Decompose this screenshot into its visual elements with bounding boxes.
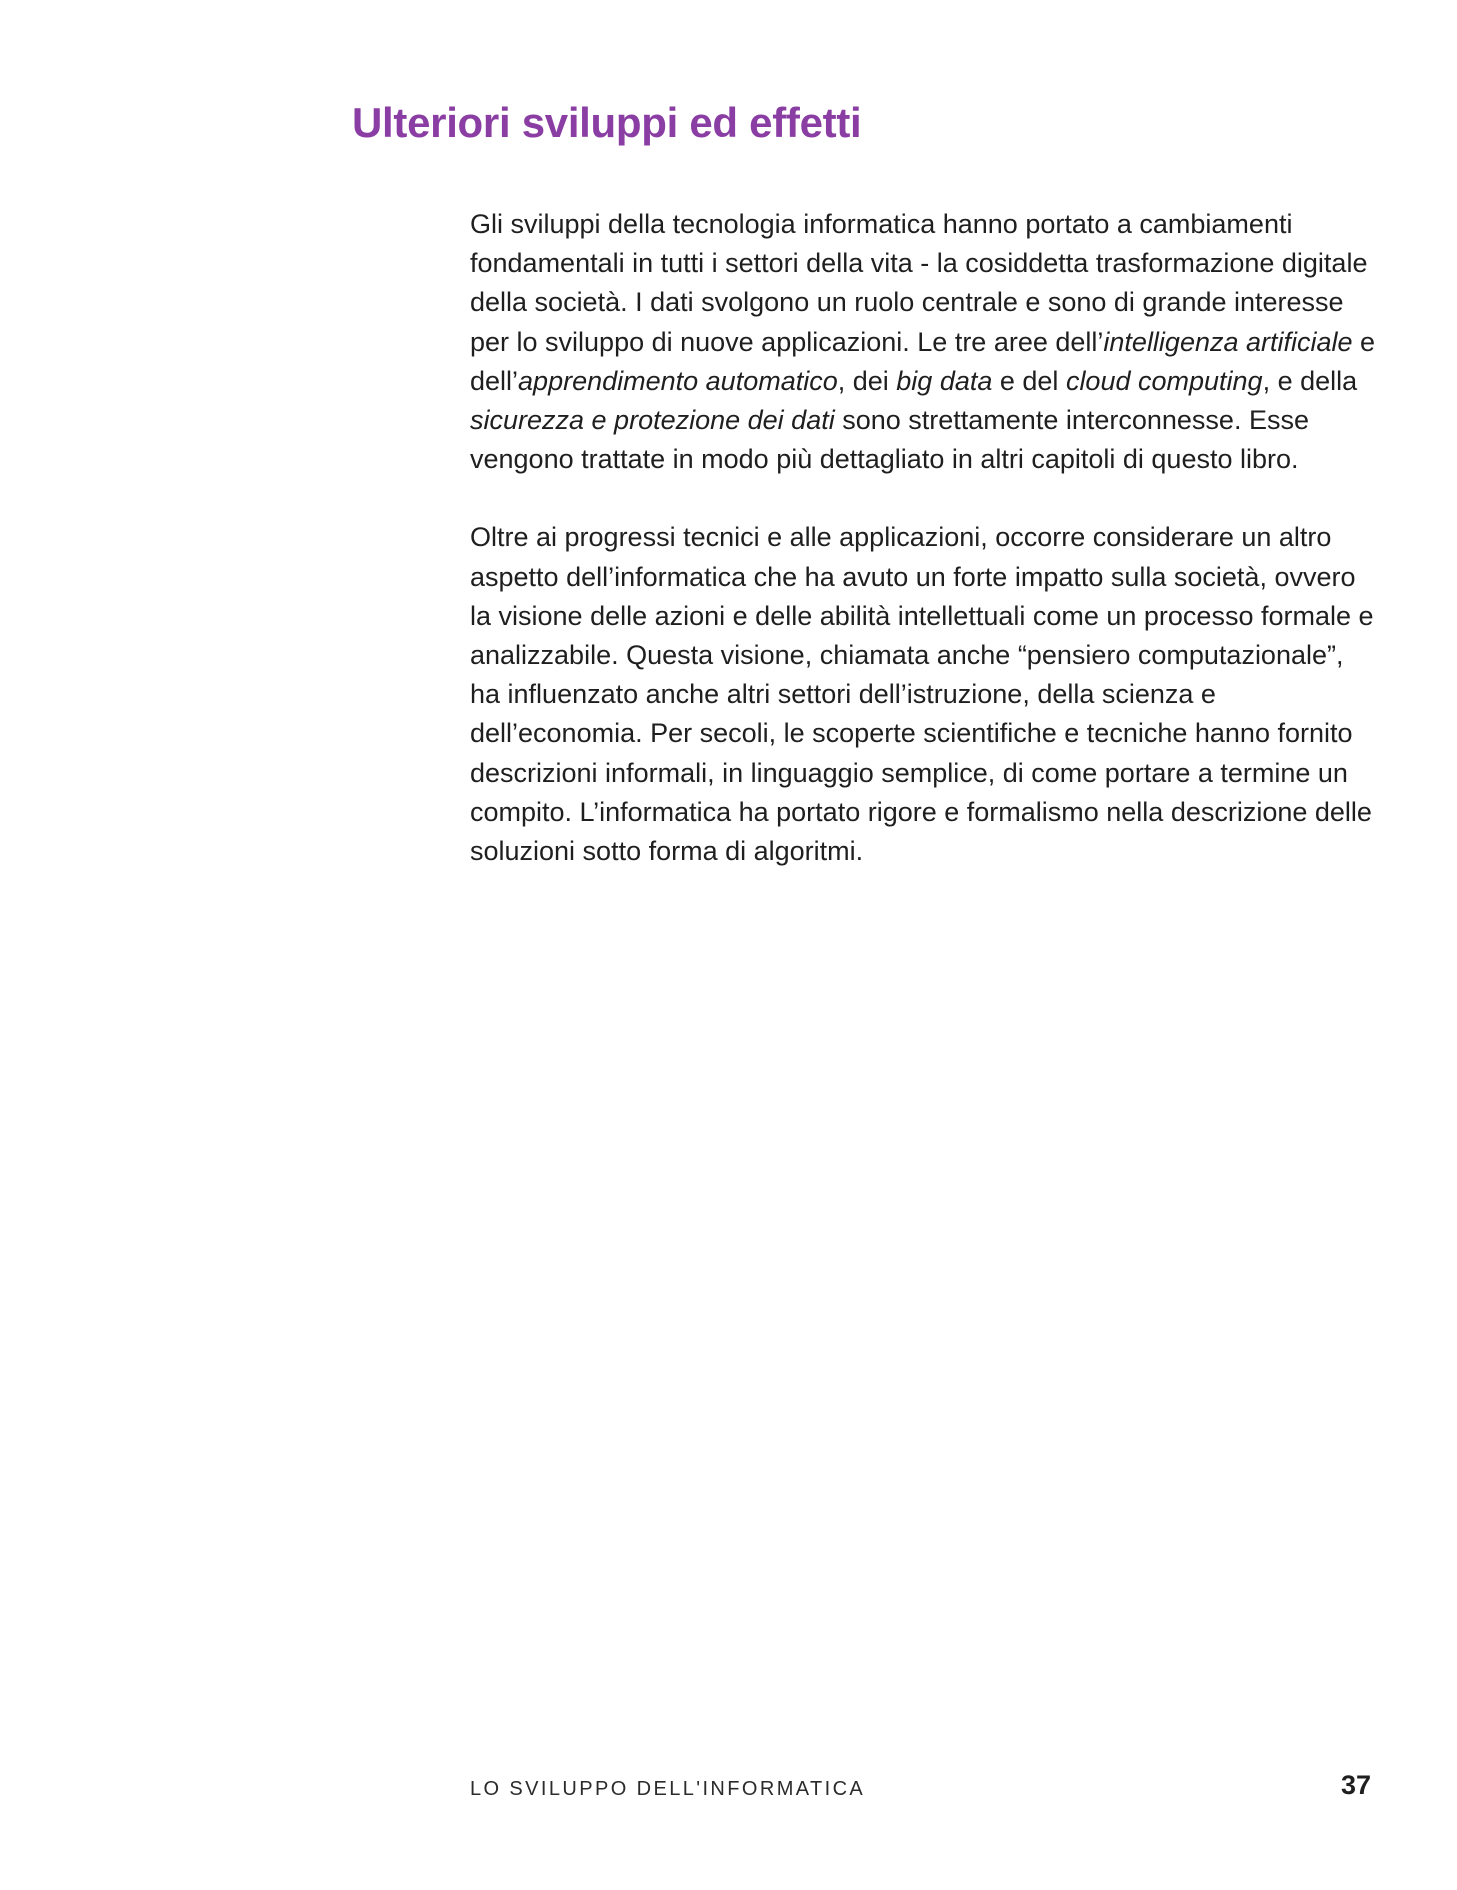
page-number: 37 xyxy=(1340,1770,1371,1800)
term-cloud-computing: cloud computing xyxy=(1065,365,1263,396)
paragraph-1-text-2: e dell’ xyxy=(470,326,1376,396)
body-text xyxy=(470,205,1380,910)
paragraph-1-text-6: sono strettamente interconnesse. Esse vengono trattate in modo più dettagliato in altri capitoli di questo libro. xyxy=(470,405,1309,475)
paragraph-2: Oltre ai progressi tecnici e alle applicazioni, occorre considerare un altro aspetto dell’informatica che ha avuto un forte impatto sulla società, ovvero la visione delle azioni e delle abilità intellettuali come un processo formale e analizzabile. Questa visione, chiamata anche “pensiero computazionale”, ha influenzato anche altri settori dell’istruzione, della scienza e dell’economia. Per secoli, le scoperte scientifiche e tecniche hanno fornito descrizioni informali, in linguaggio semplice, di come portare a termine un compito. L’informatica ha portato rigore e formalismo nella descrizione delle soluzioni sotto forma di algoritmi. xyxy=(470,522,1374,867)
paragraph-1-text-3: , dei xyxy=(837,365,897,396)
term-sicurezza-protezione-dati: sicurezza e protezione dei dati xyxy=(470,405,835,436)
paragraph-1-text-5: , e della xyxy=(1262,365,1358,396)
page-title: Ulteriori sviluppi ed effetti xyxy=(352,99,862,146)
running-footer: LO SVILUPPO DELL'INFORMATICA xyxy=(470,1778,866,1800)
paragraph-1-text-4: e del xyxy=(992,365,1066,396)
paragraph-1-text-1: Gli sviluppi della tecnologia informatica hanno portato a cambiamenti fondamentali in tutti i settori della vita - la cosiddetta trasformazione digitale della società. I dati svolgono un ruolo centrale e sono di grande interesse per lo sviluppo di nuove applicazioni. Le tre aree dell’ xyxy=(470,209,1368,357)
term-intelligenza-artificiale: intelligenza artificiale xyxy=(1103,326,1353,357)
paragraph-1 xyxy=(470,205,1380,479)
term-big-data: big data xyxy=(896,365,993,396)
term-apprendimento-automatico: apprendimento automatico xyxy=(518,365,838,396)
